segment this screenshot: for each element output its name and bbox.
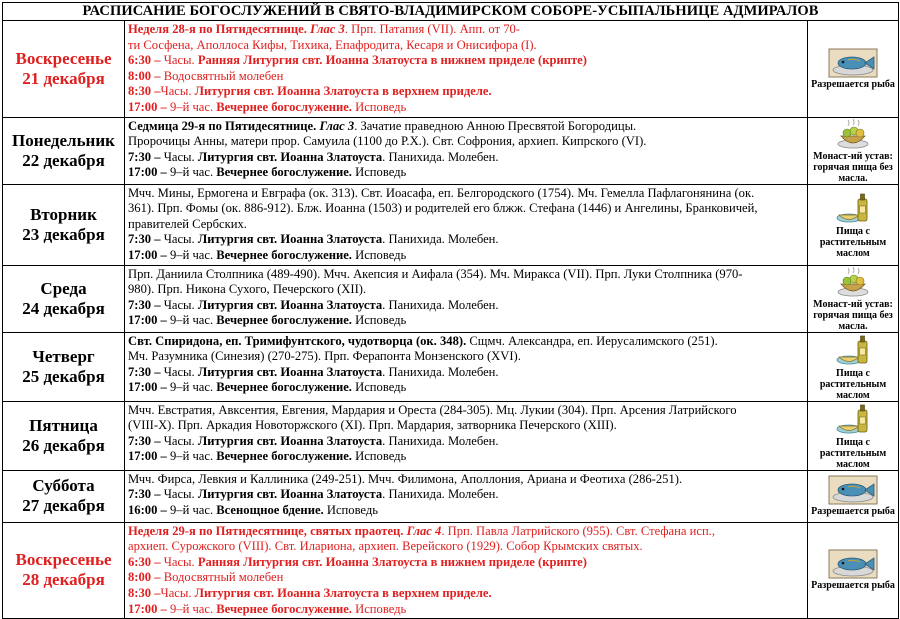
text-segment: Глас 3 [310,22,345,36]
day-cell [3,522,125,619]
text-segment: 16:00 – [128,502,170,517]
food-rule-label: Монаст-ий устав: горячая пища без масла. [813,150,893,184]
text-segment: 8:30 – [128,585,161,600]
services-cell [125,401,808,470]
services-cell [125,522,808,619]
text-segment: Исповедь [355,313,407,328]
text-segment: 9–й час. [169,99,217,114]
text-segment: Прп. Даниила Столпника (489-490). Мчч. Акепсия и Аифала (354). Мч. Миракса (VII). Прп. Луки Столпника (970- [128,266,743,281]
text-segment: 9–й час. [169,247,217,262]
text-segment: Часы. [163,53,198,68]
service-line [128,524,804,540]
date-label: 25 декабря [22,366,105,386]
service-line [128,349,804,365]
text-segment: 9–й час. [169,449,217,464]
text-segment: 9–й час. [169,165,217,180]
food-rule-label: Разрешается рыба [811,78,895,90]
text-segment: Мчч. Фирса, Левкия и Каллиника (249-251). Мчч. Филимона, Аполлония, Ариана и Феотиха (286-251). [128,471,683,486]
service-line [128,334,804,350]
day-row [3,470,899,522]
text-segment: 361). Прп. Фомы (ок. 886-912). Блж. Иоанна (1503) и родителей его блжж. Стефана (1446) и Ангелины, Бранковичей, [128,201,758,216]
text-segment: Литургия свт. Иоанна Златоуста в верхнем приделе. [194,585,492,600]
text-segment: Мчч. Мины, Ермогена и Евграфа (ок. 313). Свт. Иоасафа, еп. Белгородского (1754). Мч. Гемелла Пафлагонянина (ок. [128,185,755,200]
service-line [128,217,804,233]
service-line [128,69,804,85]
day-cell [3,332,125,401]
food-rule-cell [808,332,899,401]
text-segment: Часы. [160,585,195,600]
weekday-label: Воскресенье [15,48,112,68]
day-cell [3,117,125,184]
service-line [128,313,804,329]
food-rule-label: Пища с растительным маслом [819,436,887,470]
text-segment: Исповедь [355,449,407,464]
text-segment: 17:00 – [128,313,170,328]
hot-food-icon [808,266,898,298]
text-segment: Литургия свт. Иоанна Златоуста [197,364,383,379]
text-segment: 17:00 – [128,380,170,395]
services-cell [125,21,808,118]
service-line [128,365,804,381]
oil-food-icon [808,402,898,436]
text-segment: 9–й час. [169,313,217,328]
text-segment: 9–й час. [169,380,217,395]
page-title: РАСПИСАНИЕ БОГОСЛУЖЕНИЙ В СВЯТО-ВЛАДИМИРСКОМ СОБОРЕ-УСЫПАЛЬНИЦЕ АДМИРАЛОВ [3,3,899,21]
service-line [128,487,804,503]
weekday-label: Суббота [32,476,95,496]
fish-icon [808,475,898,505]
service-line [128,38,804,54]
text-segment: Водосвятный молебен [163,68,284,83]
day-row [3,117,899,184]
schedule-body [3,21,899,619]
day-cell [3,21,125,118]
service-line [128,186,804,202]
service-line [128,232,804,248]
weekday-label: Четверг [32,346,95,366]
service-line [128,298,804,314]
text-segment: . Панихида. Молебен. [382,364,499,379]
service-line [128,380,804,396]
service-line [128,84,804,100]
text-segment: ти Сосфена, Аполлоса Кифы, Тихика, Епафродита, Кесаря и Онисифора (I). [128,37,537,52]
oil-food-icon [808,191,898,225]
text-segment: Глас 4 [406,523,442,538]
food-rule-cell [808,184,899,265]
day-row [3,401,899,470]
service-line [128,434,804,450]
service-line [128,165,804,181]
weekday-label: Воскресенье [15,550,112,570]
service-line [128,403,804,419]
text-segment: Литургия свт. Иоанна Златоуста в верхнем приделе. [194,84,492,99]
service-line [128,602,804,618]
text-segment: 17:00 – [128,247,170,262]
schedule-table [2,2,899,619]
date-label: 21 декабря [22,68,105,88]
hot-food-icon [808,118,898,150]
text-segment: Свт. Спиридона, еп. Тримифунтского, чудотворца (ок. 348). [128,333,470,348]
food-rule-cell [808,21,899,118]
date-label: 27 декабря [22,496,105,516]
text-segment: . Прп. Патапия (VII). Апп. от 70- [344,22,521,36]
text-segment: Вечернее богослужение. [216,99,356,114]
text-segment: 7:30 – [128,433,164,448]
fish-icon [808,48,898,78]
text-segment: Исповедь [355,247,407,262]
text-segment: Вечернее богослужение. [216,380,356,395]
food-rule-label: Пища с растительным маслом [819,367,887,401]
service-line [128,100,804,116]
service-line [128,53,804,69]
text-segment: Вечернее богослужение. [216,313,356,328]
text-segment: . Панихида. Молебен. [382,433,499,448]
text-segment: Вечернее богослужение. [216,449,356,464]
text-segment: Ранняя Литургия свт. Иоанна Златоуста в нижнем приделе (крипте) [197,53,587,68]
text-segment: Часы. [163,149,198,164]
text-segment: Исповедь [355,165,407,180]
service-line [128,586,804,602]
text-segment: Всенощное бдение. [216,502,327,517]
text-segment: 7:30 – [128,297,164,312]
text-segment: Седмица 29-я по Пятидесятнице. [128,118,320,133]
schedule-document [2,2,898,619]
text-segment: Пророчицы Анны, матери прор. Самуила (1100 до Р.Х.). Свт. Софрония, архиеп. Кипрского (VI). [128,134,647,149]
text-segment: 9–й час. [169,601,217,616]
text-segment: Глас 3 [319,118,355,133]
text-segment: Вечернее богослужение. [216,247,356,262]
day-cell [3,470,125,522]
text-segment: Неделя 28-я по Пятидесятнице. [128,22,311,36]
service-line [128,150,804,166]
text-segment: 6:30 – [128,554,164,569]
text-segment: 17:00 – [128,601,170,616]
date-label: 28 декабря [22,570,105,590]
title-row [3,3,899,21]
text-segment: Часы. [163,433,198,448]
service-line [128,119,804,135]
date-label: 22 декабря [22,150,105,170]
food-rule-cell [808,401,899,470]
text-segment: Исповедь [355,380,407,395]
text-segment: 8:00 – [128,570,164,585]
service-line [128,248,804,264]
date-label: 24 декабря [22,298,105,318]
text-segment: 8:00 – [128,68,164,83]
text-segment: (VIII-X). Прп. Аркадия Новоторжского (XI). Прп. Мардария, затворника Печерского (XIII). [128,418,617,433]
service-line [128,267,804,283]
text-segment: 17:00 – [128,99,170,114]
text-segment: Часы. [163,232,198,247]
text-segment: Водосвятный молебен [163,570,284,585]
text-segment: Исповедь [355,601,407,616]
text-segment: Часы. [163,364,198,379]
text-segment: 980). Прп. Никона Сухого, Печерского (XII). [128,282,367,297]
food-rule-label: Разрешается рыба [811,580,895,592]
service-line [128,472,804,488]
day-row [3,21,899,118]
text-segment: 9–й час. [169,502,217,517]
text-segment: Вечернее богослужение. [216,601,356,616]
text-segment: Литургия свт. Иоанна Златоуста [197,487,383,502]
text-segment: . Панихида. Молебен. [382,149,499,164]
text-segment: Исповедь [326,502,379,517]
text-segment: Литургия свт. Иоанна Златоуста [197,232,383,247]
service-line [128,22,804,38]
weekday-label: Понедельник [12,130,115,150]
text-segment: . Панихида. Молебен. [382,297,499,312]
food-rule-cell [808,265,899,332]
service-line [128,555,804,571]
text-segment: . Панихида. Молебен. [382,232,499,247]
food-rule-label: Разрешается рыба [811,506,895,518]
weekday-label: Пятница [29,415,98,435]
service-line [128,201,804,217]
text-segment: Часы. [163,297,198,312]
service-line [128,503,804,519]
text-segment: Литургия свт. Иоанна Златоуста [197,149,383,164]
text-segment: 8:30 – [128,84,161,99]
text-segment: Литургия свт. Иоанна Златоуста [197,433,383,448]
food-rule-label: Пища с растительным маслом [819,225,887,259]
text-segment: правителей Сербских. [128,216,247,231]
weekday-label: Среда [40,278,87,298]
date-label: 23 декабря [22,224,105,244]
text-segment: . Зачатие праведною Анною Пресвятой Богородицы. [354,118,637,133]
food-rule-cell [808,470,899,522]
service-line [128,570,804,586]
service-line [128,134,804,150]
text-segment: Мч. Разумника (Синезия) (270-275). Прп. Ферапонта Монзенского (XVI). [128,349,521,364]
food-rule-label: Монаст-ий устав: горячая пища без масла. [813,298,893,332]
services-cell [125,117,808,184]
text-segment: Мчч. Евстратия, Авксентия, Евгения, Мардария и Ореста (284-305). Мц. Лукии (304). Прп. Арсения Латрийского [128,402,737,417]
date-label: 26 декабря [22,435,105,455]
text-segment: Литургия свт. Иоанна Златоуста [197,297,383,312]
day-cell [3,184,125,265]
service-line [128,282,804,298]
text-segment: 7:30 – [128,487,164,502]
day-cell [3,265,125,332]
services-cell [125,184,808,265]
oil-food-icon [808,333,898,367]
text-segment: 7:30 – [128,364,164,379]
service-line [128,418,804,434]
text-segment: Неделя 29-я по Пятидесятнице, святых праотец. [128,523,407,538]
day-row [3,332,899,401]
day-cell [3,401,125,470]
text-segment: Часы. [163,487,198,502]
services-cell [125,470,808,522]
text-segment: Сщмч. Александра, еп. Иерусалимского (251). [469,333,718,348]
food-rule-cell [808,117,899,184]
day-row [3,265,899,332]
weekday-label: Вторник [30,204,97,224]
day-row [3,522,899,619]
text-segment: Часы. [163,554,198,569]
day-row [3,184,899,265]
service-line [128,539,804,555]
text-segment: Вечернее богослужение. [216,165,356,180]
food-rule-cell [808,522,899,619]
text-segment: 17:00 – [128,165,170,180]
text-segment: 7:30 – [128,232,164,247]
text-segment: . Панихида. Молебен. [382,487,499,502]
text-segment: 7:30 – [128,149,164,164]
text-segment: Часы. [160,84,195,99]
text-segment: 17:00 – [128,449,170,464]
text-segment: . Прп. Павла Латрийского (955). Свт. Стефана исп., [441,523,715,538]
services-cell [125,265,808,332]
text-segment: Ранняя Литургия свт. Иоанна Златоуста в нижнем приделе (крипте) [197,554,587,569]
service-line [128,449,804,465]
fish-icon [808,549,898,579]
text-segment: Исповедь [355,99,407,114]
text-segment: 6:30 – [128,53,164,68]
text-segment: архиеп. Сурожского (VIII). Свт. Илариона, архиеп. Верейского (1929). Собор Крымских святых. [128,539,643,554]
services-cell [125,332,808,401]
